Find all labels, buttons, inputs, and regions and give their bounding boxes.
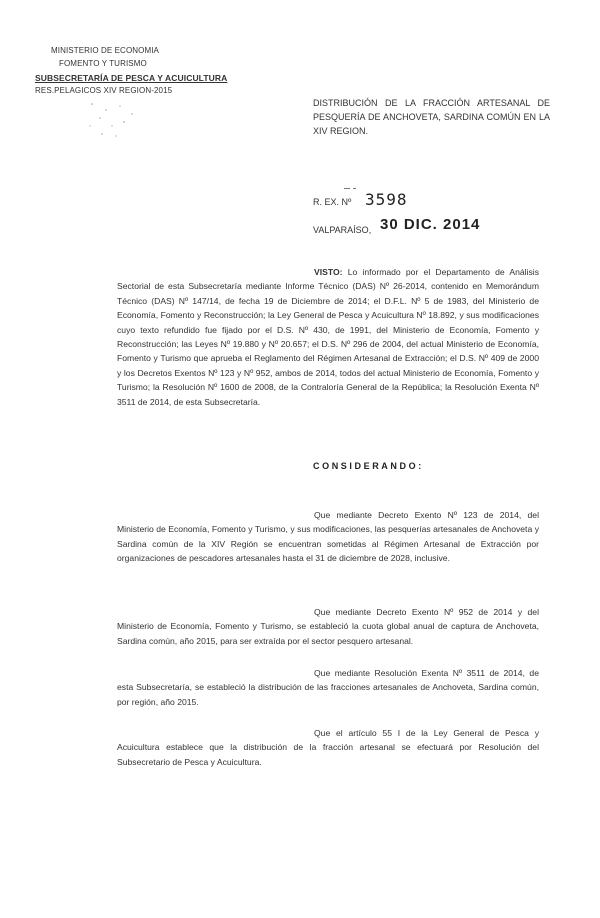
resolution-number: 3598: [365, 190, 408, 209]
visto-paragraph: [117, 265, 539, 409]
considerando-item-3: Que mediante Resolución Exenta Nº 3511 de 2014, de esta Subsecretaría, se estableció la distribución de las fracciones artesanales de Anchoveta, Sardina común, por región, año 2015.: [117, 668, 539, 707]
resolution-label: R. EX. Nº: [313, 197, 352, 207]
date-stamp: 30 DIC. 2014: [380, 216, 481, 233]
considerando-item-1: Que mediante Decreto Exento Nº 123 de 2014, del Ministerio de Economía, Fomento y Turismo, y sus modificaciones, las pesquerías artesanales de Anchoveta y Sardina común de la XIV Región se encuentran sometidas al Régimen Artesanal de Extracción por organizaciones de pescadores artesanales hasta el 31 de diciembre de 2028, inclusive.: [117, 510, 539, 564]
dash-mark: [353, 188, 356, 189]
considerando-item-4: Que el artículo 55 I de la Ley General de Pesca y Acuicultura establece que la distribución de la fracción artesanal se efectuará por Resolución del Subsecretario de Pesca y Acuicultura.: [117, 728, 539, 767]
document-title: DISTRIBUCIÓN DE LA FRACCIÓN ARTESANAL DE PESQUERÍA DE ANCHOVETA, SARDINA COMÚN EN LA XIV REGION.: [313, 98, 550, 136]
reference-code: RES.PELAGICOS XIV REGION-2015: [35, 86, 173, 95]
dash-mark: [344, 188, 350, 189]
considerando-heading: CONSIDERANDO:: [313, 461, 424, 471]
subsecretaria-label: SUBSECRETARÍA DE PESCA Y ACUICULTURA: [35, 73, 228, 83]
ministry-line-1: MINISTERIO DE ECONOMIA: [51, 46, 159, 55]
ministry-line-2: FOMENTO Y TURISMO: [59, 59, 147, 68]
seal-mark-icon: [72, 96, 152, 146]
considerando-item-2: Que mediante Decreto Exento Nº 952 de 2014 y del Ministerio de Economía, Fomento y Turismo, se estableció la cuota global anual de captura de Anchoveta, Sardina común, año 2015, para ser extraída por el sector pesquero artesanal.: [117, 607, 539, 646]
city-label: VALPARAÍSO,: [313, 225, 372, 235]
visto-text: Lo informado por el Departamento de Análisis Sectorial de esta Subsecretaría mediante Informe Técnico (DAS) Nº 26-2014, contenido en Memorándum Técnico (DAS) Nº 147/14, de fecha 19 de Diciembre de 2014; el D.F.L. Nº 5 de 1983, del Ministerio de Economía, Fomento y Reconstrucción; la Ley General de Pesca y Acuicultura Nº 18.892, y sus modificaciones cuyo texto refundido fue fijado por el D.S. Nº 430, de 1991, del Ministerio de Economía, Fomento y Reconstrucción; las Leyes Nº 19.880 y Nº 20.657; el D.S. Nº 296 de 2004, del actual Ministerio de Economía, Fomento y Turismo que aprueba el Reglamento del Régimen Artesanal de Extracción; el D.S. Nº 409 de 2000 y los Decretos Exentos Nº 123 y Nº 952, ambos de 2014, todos del actual Ministerio de Economía, Fomento y Turismo; la Resolución Nº 1600 de 2008, de la Contraloría General de la República; la Resolución Exenta Nº 3511 de 2014, de esta Subsecretaría.: [117, 267, 539, 407]
visto-label: VISTO:: [314, 267, 343, 277]
